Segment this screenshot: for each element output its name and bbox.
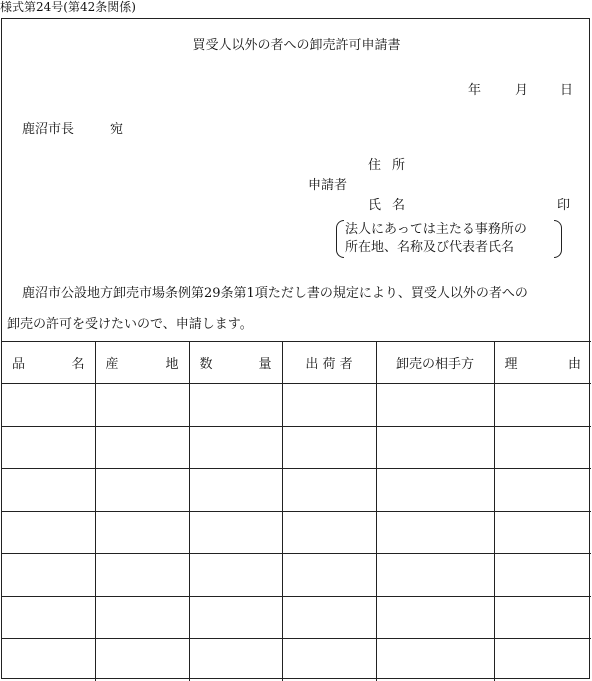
table-row	[2, 596, 591, 639]
body-text-line2: 卸売の許可を受けたいので、申請します。	[7, 317, 253, 332]
table-cell[interactable]	[95, 426, 189, 469]
table-cell[interactable]	[376, 511, 494, 554]
table-cell[interactable]	[376, 469, 494, 512]
header-origin: 産 地	[95, 342, 189, 384]
date-year-label: 年	[468, 83, 482, 98]
table-cell[interactable]	[95, 554, 189, 597]
items-table	[2, 341, 591, 681]
table-cell[interactable]	[494, 469, 591, 512]
table-cell[interactable]	[95, 596, 189, 639]
table-cell[interactable]	[494, 426, 591, 469]
table-cell[interactable]	[189, 469, 282, 512]
table-cell[interactable]	[189, 554, 282, 597]
table-cell[interactable]	[494, 596, 591, 639]
table-cell[interactable]	[95, 511, 189, 554]
table-cell[interactable]	[189, 426, 282, 469]
table-cell[interactable]	[494, 554, 591, 597]
address-label: 住所	[368, 158, 417, 173]
table-header-row	[2, 342, 591, 384]
name-label: 氏名	[368, 198, 417, 213]
table-cell[interactable]	[95, 469, 189, 512]
table-cell[interactable]	[189, 596, 282, 639]
table-cell[interactable]	[376, 384, 494, 427]
table-cell[interactable]	[189, 639, 282, 681]
table-cell[interactable]	[2, 511, 95, 554]
table-row	[2, 639, 591, 681]
header-item-name: 品 名	[2, 342, 95, 384]
table-cell[interactable]	[376, 596, 494, 639]
table-cell[interactable]	[282, 384, 376, 427]
table-row	[2, 384, 591, 427]
form-title: 買受人以外の者への卸売許可申請書	[192, 38, 401, 53]
application-form	[1, 18, 590, 679]
table-body	[2, 384, 591, 681]
table-cell[interactable]	[376, 426, 494, 469]
date-day-label: 日	[560, 83, 574, 98]
table-cell[interactable]	[2, 469, 95, 512]
table-cell[interactable]	[2, 426, 95, 469]
form-number: 様式第24号(第42条関係)	[0, 0, 136, 14]
table-cell[interactable]	[2, 596, 95, 639]
table-cell[interactable]	[2, 554, 95, 597]
applicant-label: 申請者	[308, 178, 348, 193]
table-cell[interactable]	[494, 511, 591, 554]
header-reason: 理 由	[494, 342, 591, 384]
table-cell[interactable]	[376, 554, 494, 597]
addressee-name: 鹿沼市長	[22, 122, 75, 137]
table-cell[interactable]	[95, 384, 189, 427]
seal-mark: 印	[557, 198, 571, 213]
addressee-suffix: 宛	[110, 122, 124, 137]
table-row	[2, 554, 591, 597]
corporate-note	[336, 220, 562, 258]
corporate-note-line1: 法人にあっては主たる事務所の	[345, 222, 527, 237]
table-row	[2, 469, 591, 512]
header-buyer: 卸売の相手方	[376, 342, 494, 384]
corporate-note-line2: 所在地、名称及び代表者氏名	[345, 240, 515, 255]
table-cell[interactable]	[282, 511, 376, 554]
table-cell[interactable]	[376, 639, 494, 681]
table-row	[2, 426, 591, 469]
table-cell[interactable]	[189, 511, 282, 554]
header-shipper: 出 荷 者	[282, 342, 376, 384]
table-cell[interactable]	[282, 469, 376, 512]
table-cell[interactable]	[95, 639, 189, 681]
header-quantity: 数 量	[189, 342, 282, 384]
body-text-line1: 鹿沼市公設地方卸売市場条例第29条第1項ただし書の規定により、買受人以外の者への	[22, 286, 528, 301]
table-cell[interactable]	[282, 554, 376, 597]
table-cell[interactable]	[189, 384, 282, 427]
table-cell[interactable]	[2, 384, 95, 427]
table-cell[interactable]	[494, 639, 591, 681]
table-cell[interactable]	[282, 639, 376, 681]
table-cell[interactable]	[2, 639, 95, 681]
bracket-right	[554, 220, 562, 258]
table-cell[interactable]	[494, 384, 591, 427]
table-row	[2, 511, 591, 554]
date-month-label: 月	[515, 83, 529, 98]
bracket-left	[336, 220, 344, 258]
table-cell[interactable]	[282, 596, 376, 639]
table-cell[interactable]	[282, 426, 376, 469]
